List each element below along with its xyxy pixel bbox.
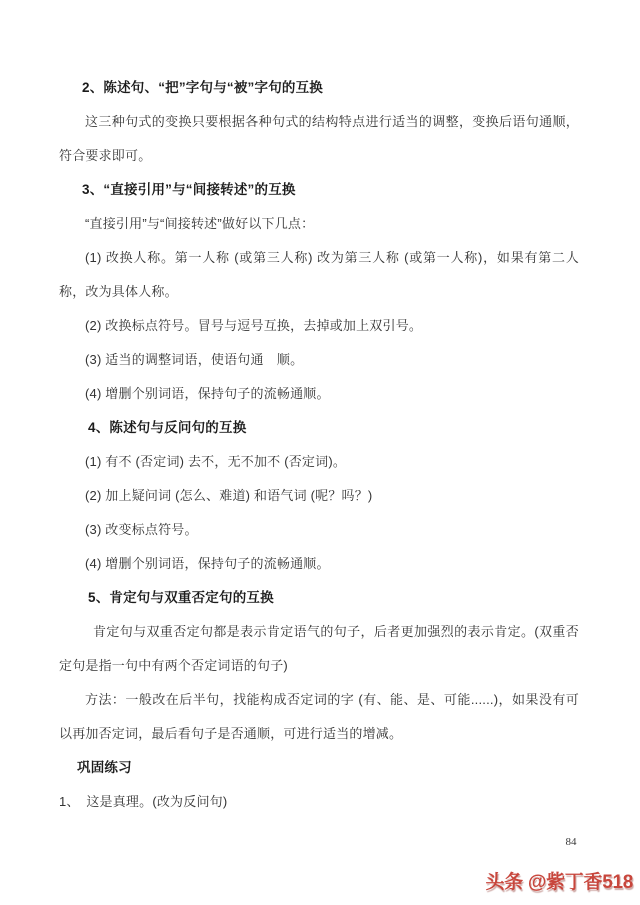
paragraph-section-3-intro: “直接引用”与“间接转述”做好以下几点： [85, 216, 315, 231]
paragraph-s5-method: 方法：一般改在后半句，找能构成否定词的字 (有、能、是、可能......)，如果没有可以再加否定词，最后看句子是否通顺，可进行适当的增减。 [59, 692, 579, 741]
watermark-toutiao-author: 头条 @紫丁香518 [485, 872, 633, 893]
paragraph-s5-definition: 肯定句与双重否定句都是表示肯定语气的句子，后者更加强烈的表示肯定。(双重否定句是指一句中有两个否定词语的句子) [59, 624, 579, 673]
list-point-s3-4-add-delete: (4) 增删个别词语，保持句子的流畅通顺。 [85, 386, 330, 401]
heading-section-3-quote-conversion: 3、“直接引用”与“间接转述”的互换 [82, 182, 296, 197]
paragraph-section-2-explanation: 这三种句式的变换只要根据各种句式的结构特点进行适当的调整，变换后语句通顺，符合要求即可。 [59, 114, 579, 163]
exercise-item-1: 1、 这是真理。(改为反问句) [59, 794, 228, 809]
list-point-s3-3-adjust-words: (3) 适当的调整词语，使语句通 顺。 [85, 352, 304, 367]
list-point-s3-1-person-change: (1) 改换人称。第一人称 (或第三人称) 改为第三人称 (或第一人称)，如果有第二人称，改为具体人称。 [59, 250, 579, 299]
heading-practice-exercises: 巩固练习 [77, 760, 132, 775]
heading-section-5-double-negative: 5、肯定句与双重否定句的互换 [88, 590, 274, 605]
list-point-s4-3-punctuation: (3) 改变标点符号。 [85, 522, 198, 537]
list-point-s4-1-negation: (1) 有不 (否定词) 去不，无不加不 (否定词)。 [85, 454, 347, 469]
list-point-s4-4-add-delete: (4) 增删个别词语，保持句子的流畅通顺。 [85, 556, 330, 571]
list-point-s3-2-punctuation: (2) 改换标点符号。冒号与逗号互换，去掉或加上双引号。 [85, 318, 423, 333]
heading-section-4-rhetorical: 4、陈述句与反问句的互换 [88, 420, 247, 435]
list-point-s4-2-question-words: (2) 加上疑问词 (怎么、难道) 和语气词 (呢？吗？) [85, 488, 373, 503]
page-number: 84 [565, 836, 577, 848]
heading-section-2-statement-ba-bei: 2、陈述句、“把”字句与“被”字句的互换 [82, 80, 324, 95]
document-body [59, 71, 579, 819]
